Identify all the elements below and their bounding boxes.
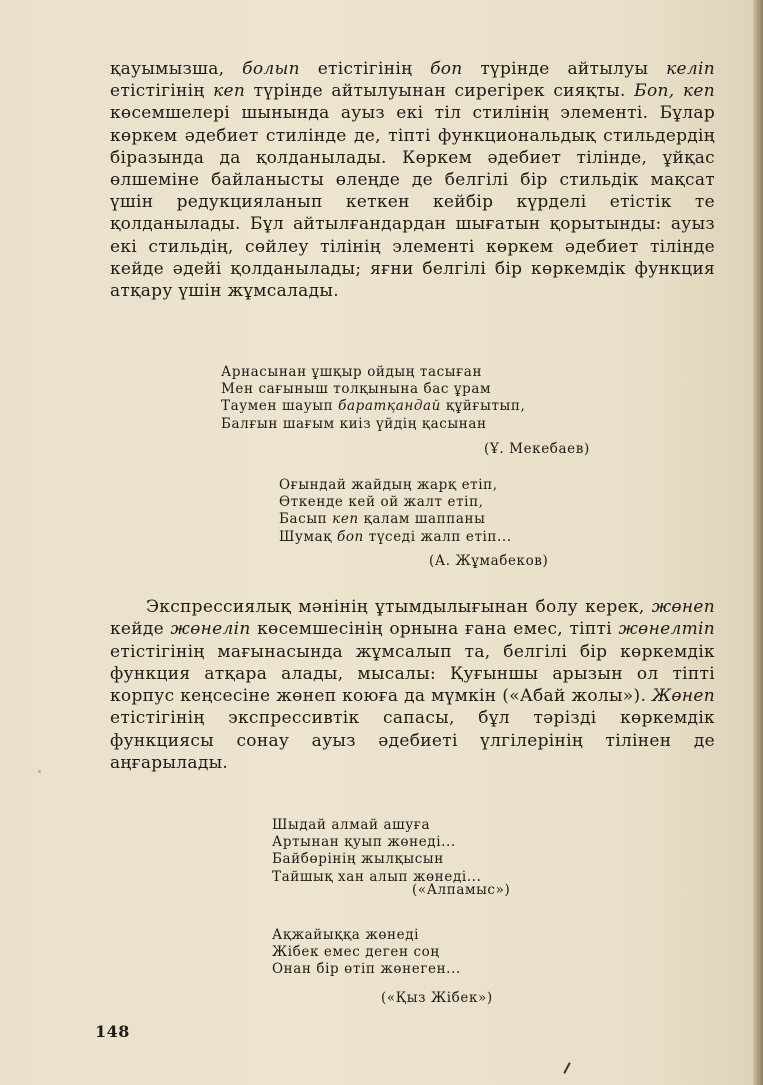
italic-word: жөнеліп [170, 619, 251, 640]
verse-line: Байбөрінің жылқысын [272, 851, 444, 868]
italic-word: Боп, кеп [634, 81, 716, 102]
verse-line: Мен сағыныш толқынына бас ұрам [221, 381, 492, 398]
italic-word: келіп [666, 59, 716, 79]
verse-line: Онан бір өтіп жөнеген... [272, 961, 461, 978]
text-run: кейде [110, 619, 171, 640]
attribution-2: (А. Жұмабеков) [429, 553, 549, 569]
verse-line: Артынан қуып жөнеді... [272, 834, 456, 851]
verse-line: Шыдай алмай ашуға [272, 817, 431, 833]
text-run: етістігінің [299, 59, 431, 79]
italic-word: жөнеп [651, 597, 715, 617]
text-run: көсемшесінің орнына ғана емес, тіпті [250, 619, 619, 640]
verse-line: Арнасынан ұшқыр ойдың тасыған [221, 364, 483, 380]
italic-word: Жөнеп [651, 686, 715, 707]
italic-word: кеп [213, 81, 246, 102]
verse-line: Өткенде кей ой жалт етіп, [279, 494, 484, 511]
verse-line: Тайшық хан алып жөнеді... [272, 868, 482, 885]
verse-quote-3 [272, 817, 481, 886]
verse-line: Балғын шағым киіз үйдің қасынан [221, 415, 487, 432]
text-run: түрінде айтылуынан сирегірек сияқты. [245, 81, 635, 102]
italic-word: болып [242, 59, 300, 79]
attribution-4: («Қыз Жібек») [381, 990, 493, 1006]
paragraph-2 [110, 596, 715, 774]
page-number: 148 [95, 1022, 130, 1041]
attribution-1: (Ұ. Мекебаев) [484, 441, 590, 457]
verse-quote-1 [221, 364, 525, 433]
verse-line: Басып кеп қалам шаппаны [279, 511, 486, 528]
text-run: етістігінің экспрессивтік сапасы, бұл тәрізді көркемдік функциясы сонау ауыз әдебиеті үлгілерінің тілінен де аңғарылады. [110, 708, 715, 774]
verse-quote-2 [279, 477, 512, 546]
paragraph-1 [110, 58, 715, 302]
text-run: Экспрессиялық мәнінің ұтымдылығынан болу керек, [146, 597, 652, 617]
italic-word: жөнелтіп [618, 619, 715, 640]
verse-line: Шумақ боп түседі жалп етіп... [279, 528, 512, 545]
verse-line: Оғындай жайдың жарқ етіп, [279, 477, 498, 493]
verse-line: Ақжайыққа жөнеді [272, 927, 420, 943]
verse-line: Жібек емес деген соң [272, 944, 440, 961]
verse-quote-4 [272, 927, 461, 979]
text-run: етістігінің [110, 81, 214, 102]
verse-line: Таумен шауып баратқандай құйғытып, [221, 398, 526, 415]
text-run: көсемшелері шынында ауыз екі тіл стилінің элементі. Бұлар көркем әдебиет стилінде де, тіпті функциональдық стильдердің біразында да қолданылады. Көркем әдебиет тілінде, ұйқас өлшеміне байланысты өлеңде де белгілі бір стильдік мақсат үшін редукцияланып кеткен кейбір күрделі етістік те қолданылады. Бұл айтылғандардан шығатын қорытынды: ауыз екі стильдің, сөйлеу тілінің элементі көркем әдебиет тілінде кейде әдейі қолданылады; яғни белгілі бір көркемдік функция атқару үшін жұмсалады. [110, 103, 715, 302]
text-run: етістігінің мағынасында жұмсалып та, белгілі бір көркемдік функция атқара алады, мысалы: Қуғыншы арызын ол тіпті корпус кеңсесіне жөнеп коюға да мүмкін («Абай жолы»). [110, 641, 715, 707]
page-edge-shadow [753, 0, 763, 1085]
text-run: түрінде айтылуы [462, 59, 667, 79]
text-run: қауымызша, [110, 59, 243, 79]
paper-speck [38, 770, 41, 773]
italic-word: боп [430, 59, 463, 79]
attribution-3: («Алпамыс») [412, 882, 511, 898]
